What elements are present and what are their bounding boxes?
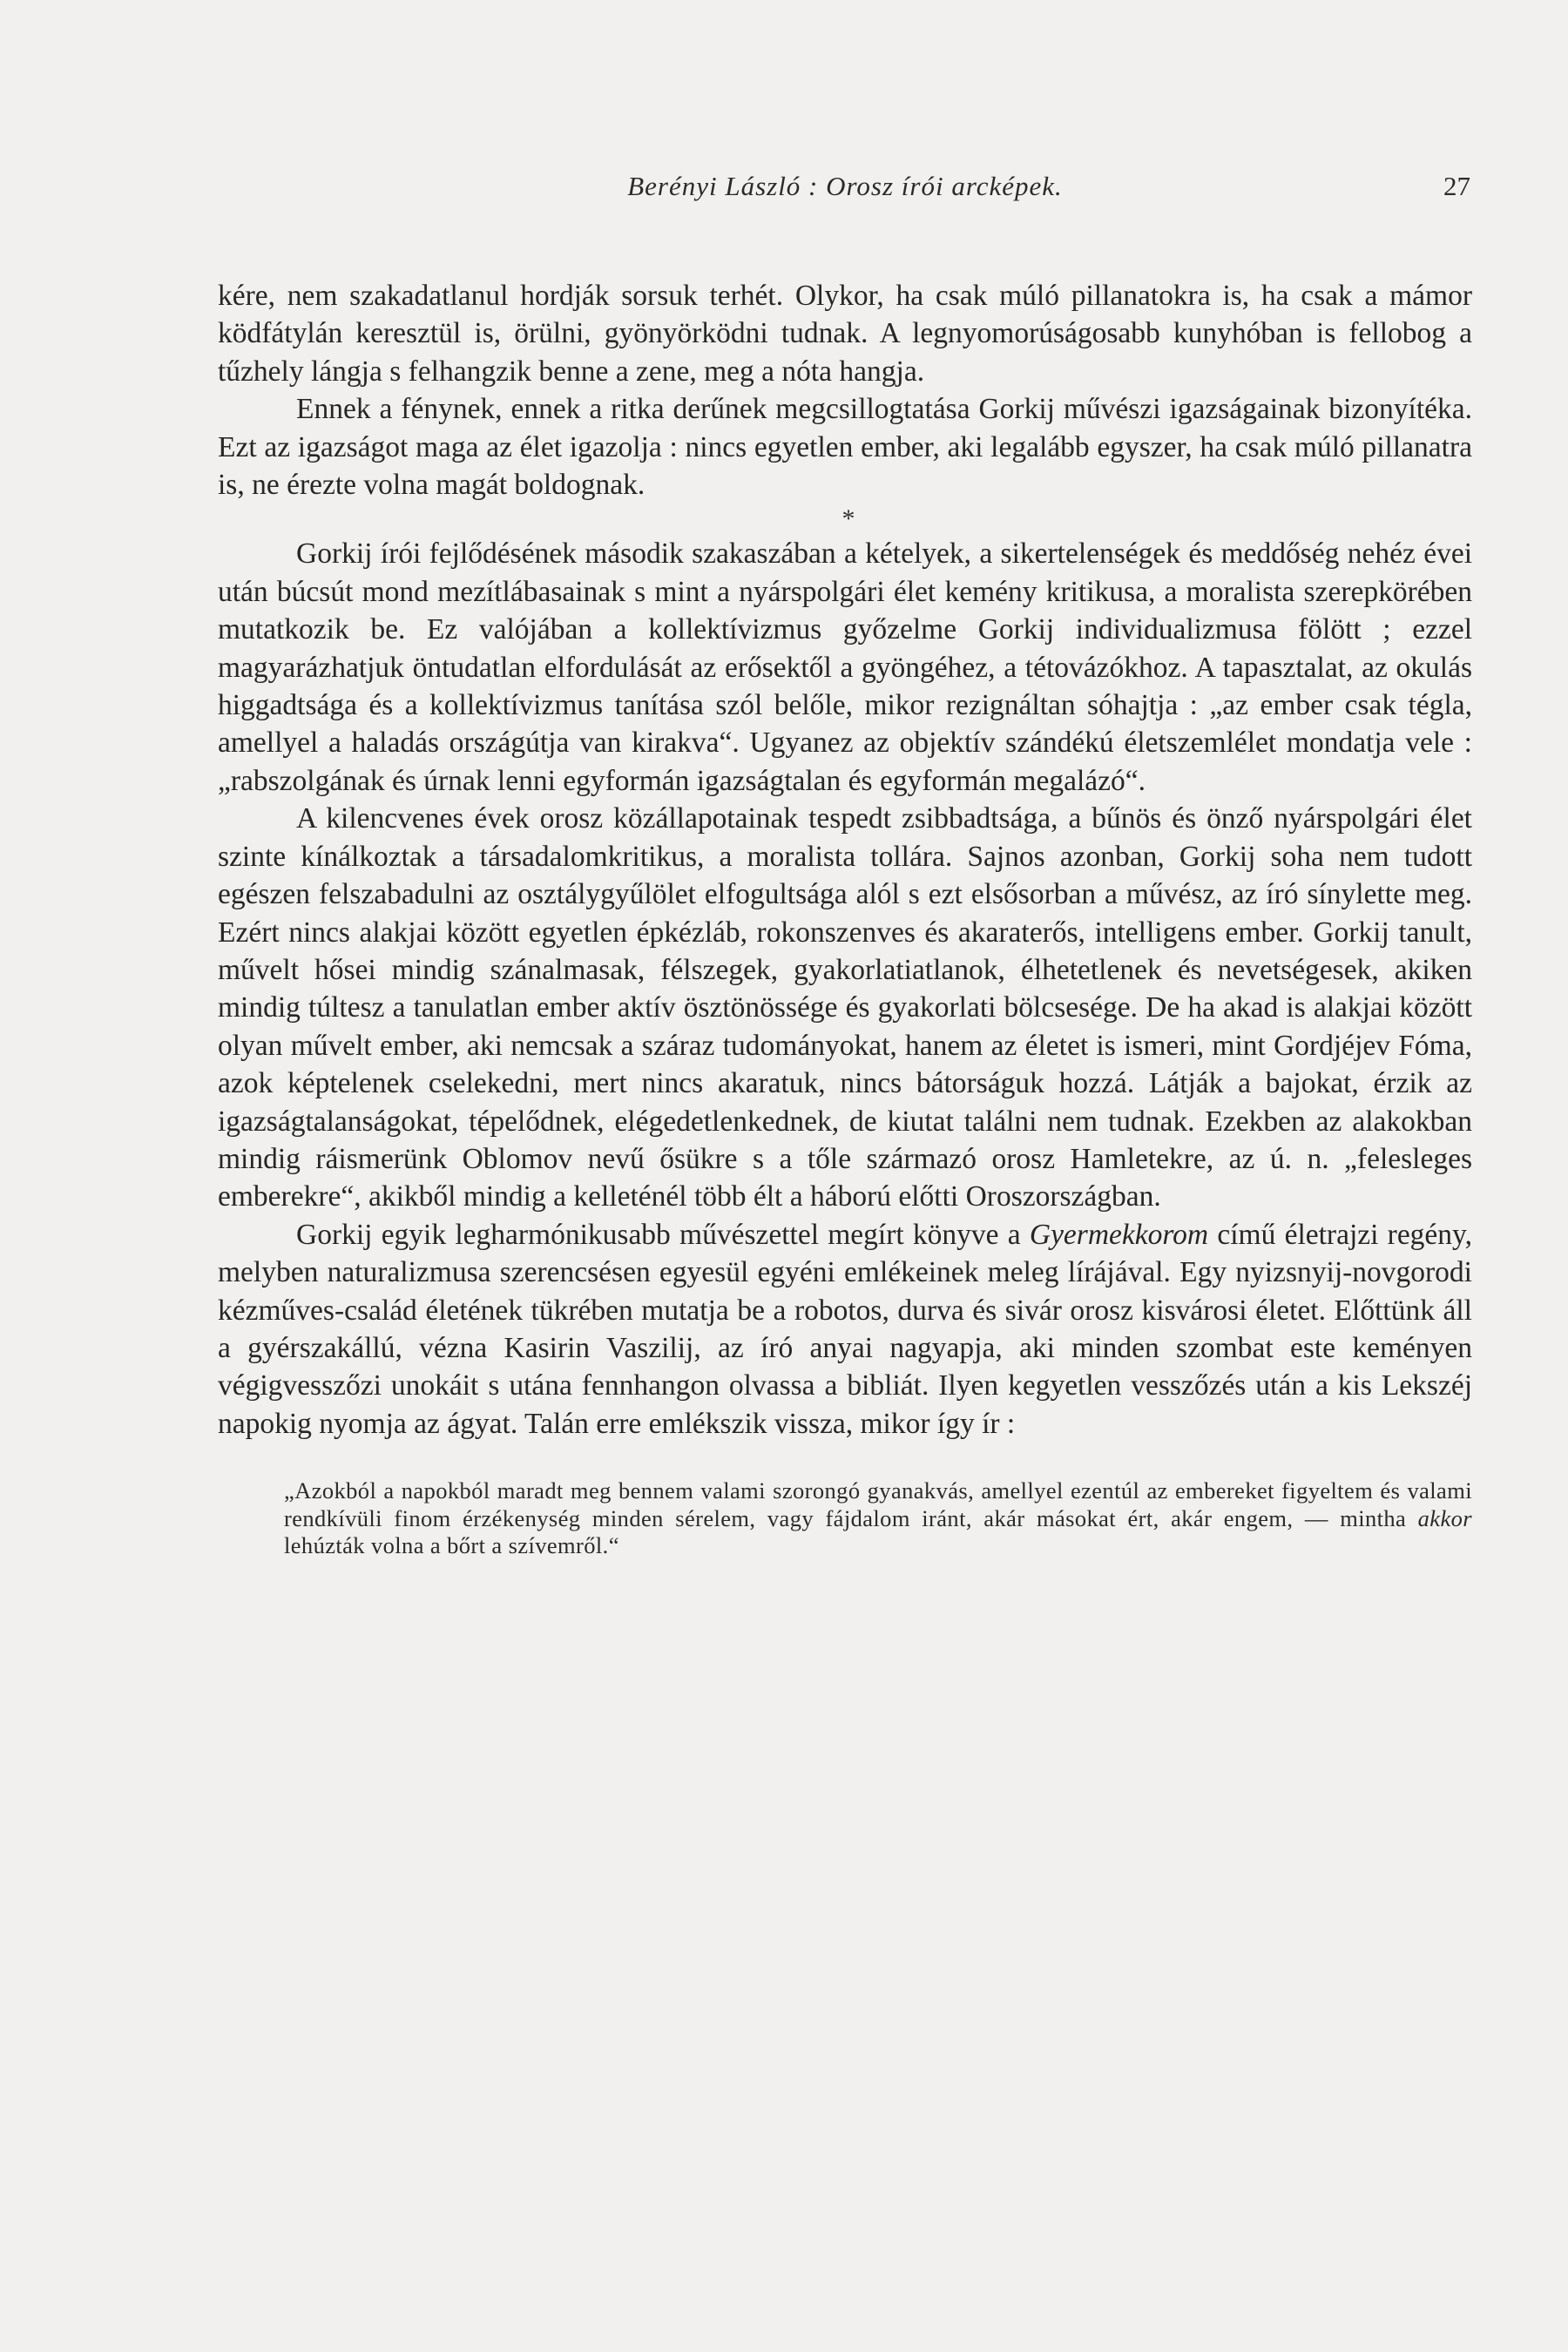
page-number: 27	[1443, 171, 1470, 201]
section-separator: *	[841, 504, 855, 534]
paragraph-5-text-before: Gorkij egyik legharmónikusabb művészettel megírt könyve a	[296, 1218, 1030, 1251]
body-text	[218, 277, 1472, 1560]
quote-text-after: lehúzták volna a bőrt a szívemről.“	[284, 1532, 619, 1559]
paragraph-3: Gorkij írói fejlődésének második szakaszában a kételyek, a sikertelenségek és meddőség nehéz évei után búcsút mond mezítlábasainak s mint a nyárspolgári élet kemény kritikusa, a moralista szerepkörében mutatkozik be. Ez valójában a kollektívizmus győzelme Gorkij individualizmusa fölött ; ezzel magyarázhatjuk öntudatlan elfordulását az erősektől a gyöngéhez, a tétovázókhoz. A tapasztalat, az okulás higgadtsága és a kollektívizmus tanítása szól belőle, mikor rezignáltan sóhajtja : „az ember csak tégla, amellyel a haladás országútja van kirakva“. Ugyanez az objektív szándékú életszemlélet mondatja vele : „rabszolgának és úrnak lenni egyformán igazságtalan és egyformán megalázó“.	[218, 537, 1472, 797]
quote-text	[284, 1477, 1472, 1560]
paragraph-5	[218, 1216, 1472, 1443]
paragraph-1: kére, nem szakadatlanul hordják sorsuk terhét. Olykor, ha csak múló pillanatokra is, ha csak a mámor ködfátylán keresztül is, örülni, gyönyörködni tudnak. A legnyomorúságosabb kunyhóban is fellobog a tűzhely lángja s felhangzik benne a zene, meg a nóta hangja.	[218, 280, 1472, 388]
block-quote	[218, 1477, 1472, 1560]
paragraph-4: A kilencvenes évek orosz közállapotainak tespedt zsibbadtsága, a bűnös és önző nyárspolgári élet szinte kínálkoztak a társadalomkritikus, a moralista tollára. Sajnos azonban, Gorkij soha nem tudott egészen felszabadulni az osztálygyűlölet elfogultsága alól s ezt elsősorban a művész, az író sínylette meg. Ezért nincs alakjai között egyetlen épkézláb, rokonszenves és akaraterős, intelligens ember. Gorkij tanult, művelt hősei mindig szánalmasak, félszegek, gyakorlatiatlanok, élhetetlenek és nevetségesek, akiken mindig túltesz a tanulatlan ember aktív ösztönössége és gyakorlati bölcsesége. De ha akad is alakjai között olyan művelt ember, aki nemcsak a száraz tudományokat, hanem az életet is ismeri, mint Gordjéjev Fóma, azok képtelenek cselekedni, mert nincs akaratuk, nincs bátorságuk hozzá. Látják a bajokat, érzik az igazságtalanságokat, tépelődnek, elégedetlenkednek, de kiutat találni nem tudnak. Ezekben az alakokban mindig ráismerünk Oblomov nevű ősükre s a tőle származó orosz Hamletekre, az ú. n. „felesleges emberekre“, akikből mindig a kelleténél több élt a háború előtti Oroszországban.	[218, 802, 1472, 1213]
running-title: Berényi László : Orosz írói arcképek.	[627, 171, 1063, 201]
quote-emphasis: akkor	[1417, 1504, 1472, 1531]
paragraph-5-text-after: című életrajzi regény, melyben naturalizmusa szerencsésen egyesül egyéni emlékeinek meleg lírájával. Egy nyizsnyij-novgorodi kézműves-család életének tükrében mutatja be a robotos, durva és sivár orosz kisvárosi életet. Előttünk áll a gyérszakállú, vézna Kasirin Vaszilij, az író anyai nagyapja, aki minden szombat este keményen végigvesszőzi unokáit s utána fennhangon olvassa a bibliát. Ilyen kegyetlen vesszőzés után a kis Lekszéj napokig nyomja az ágyat. Talán erre emlékszik vissza, mikor így ír :	[218, 1218, 1473, 1440]
running-head	[218, 171, 1472, 206]
quote-text-before: „Azokból a napokból maradt meg bennem valami szorongó gyanakvás, amellyel ezentúl az embereket figyeltem és valami rendkívüli finom érzékenység minden sérelem, vagy fájdalom iránt, akár másokat ért, akár engem, — mintha	[284, 1477, 1472, 1531]
book-title-gyermekkorom: Gyermekkorom	[1029, 1218, 1209, 1251]
paragraph-2: Ennek a fénynek, ennek a ritka derűnek megcsillogtatása Gorkij művészi igazságainak bizonyítéka. Ezt az igazságot maga az élet igazolja : nincs egyetlen ember, aki legalább egyszer, ha csak múló pillanatra is, ne érezte volna magát boldognak.	[218, 393, 1472, 502]
